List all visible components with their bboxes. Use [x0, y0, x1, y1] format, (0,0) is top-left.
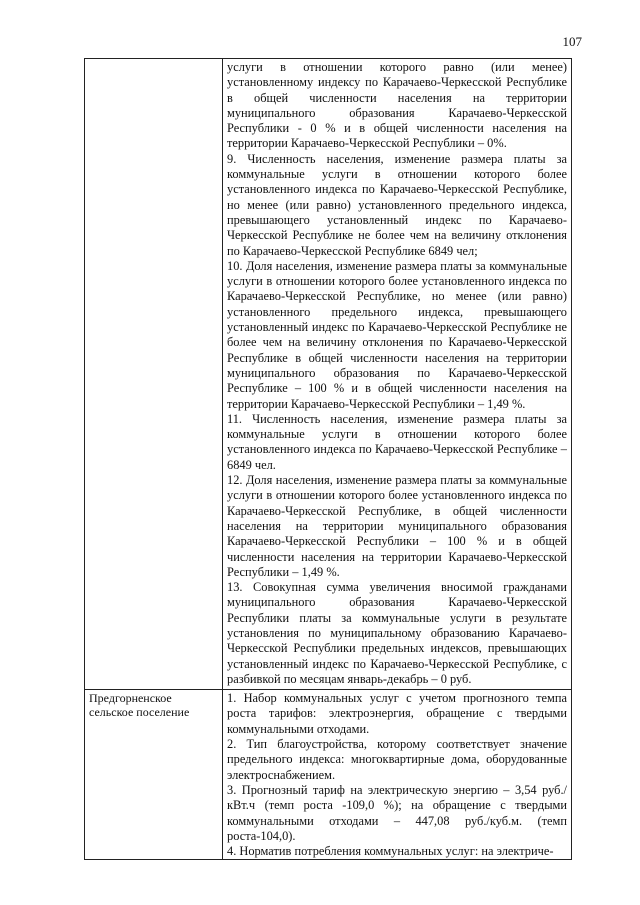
paragraph: 11. Численность населения, изменение размера платы за коммунальные услуги в отношении которого более установленного индекса по Карачаево-Черкесской Республике – 6849 чел. — [227, 411, 567, 472]
paragraph: 4. Норматив потребления коммунальных услуг: на электриче- — [227, 844, 554, 859]
indicators-cell — [223, 59, 572, 690]
paragraph: 2. Тип благоустройства, которому соответствует значение предельного индекса: многоквартирные дома, оборудованные электроснабжением. — [227, 737, 567, 782]
municipality-cell: Предгорненское сельское поселение — [85, 690, 223, 860]
table-row — [85, 59, 572, 690]
paragraph: 1. Набор коммунальных услуг с учетом прогнозного темпа роста тарифов: электроэнергия, обращение с твердыми коммунальными отходами. — [227, 691, 567, 736]
page-number: 107 — [562, 34, 582, 49]
document-table — [84, 58, 572, 860]
indicators-cell — [223, 690, 572, 860]
paragraph: услуги в отношении которого равно (или менее) установленному индексу по Карачаево-Черкесской Республике в общей численности населения на территории муниципального образования Карачаево-Черкесской Республики - 0 % и в общей численности населения на территории Карачаево-Черкесской Республики – 0%. — [227, 60, 567, 151]
paragraph: 3. Прогнозный тариф на электрическую энергию – 3,54 руб./кВт.ч (темп роста -109,0 %); на обращение с твердыми коммунальными отходами – 447,08 руб./куб.м. (темп роста-104,0). — [227, 782, 567, 843]
paragraph: 10. Доля населения, изменение размера платы за коммунальные услуги в отношении которого более установленного индекса по Карачаево-Черкесской Республике, но менее (или равно) установленного предельного индекса, превышающего установленный индекс по Карачаево-Черкесской Республике не более чем на величину отклонения по Карачаево-Черкесской Республике в общей численности населения на территории муниципального образования по Карачаево-Черкесской Республике – 100 % и в общей численности населения на территории Карачаево-Черкесской Республики – 1,49 %. — [227, 258, 567, 411]
paragraph: 13. Совокупная сумма увеличения вносимой гражданами муниципального образования Карачаево-Черкесской Республики платы за коммунальные услуги в результате установления по муниципальному образованию Карачаево-Черкесской Республики предельных индексов, превышающих установленный индекс по Карачаево-Черкесской Республике, с разбивкой по месяцам январь-декабрь – 0 руб. — [227, 580, 567, 686]
paragraph: 9. Численность населения, изменение размера платы за коммунальные услуги в отношении которого более установленного индекса по Карачаево-Черкесской Республике, но менее (или равно) установленного предельного индекса, превышающего установленный индекс по Карачаево-Черкесской Республике не более чем на величину отклонения по Карачаево-Черкесской Республике 6849 чел; — [227, 151, 567, 258]
paragraph: 12. Доля населения, изменение размера платы за коммунальные услуги в отношении которого более установленного индекса по Карачаево-Черкесской Республике, в общей численности населения на территории муниципального образования Карачаево-Черкесской Республики – 100 % и в общей численности населения на территории Карачаево-Черкесской Республики – 1,49 %. — [227, 473, 567, 579]
municipality-cell — [85, 59, 223, 690]
table-row — [85, 690, 572, 860]
